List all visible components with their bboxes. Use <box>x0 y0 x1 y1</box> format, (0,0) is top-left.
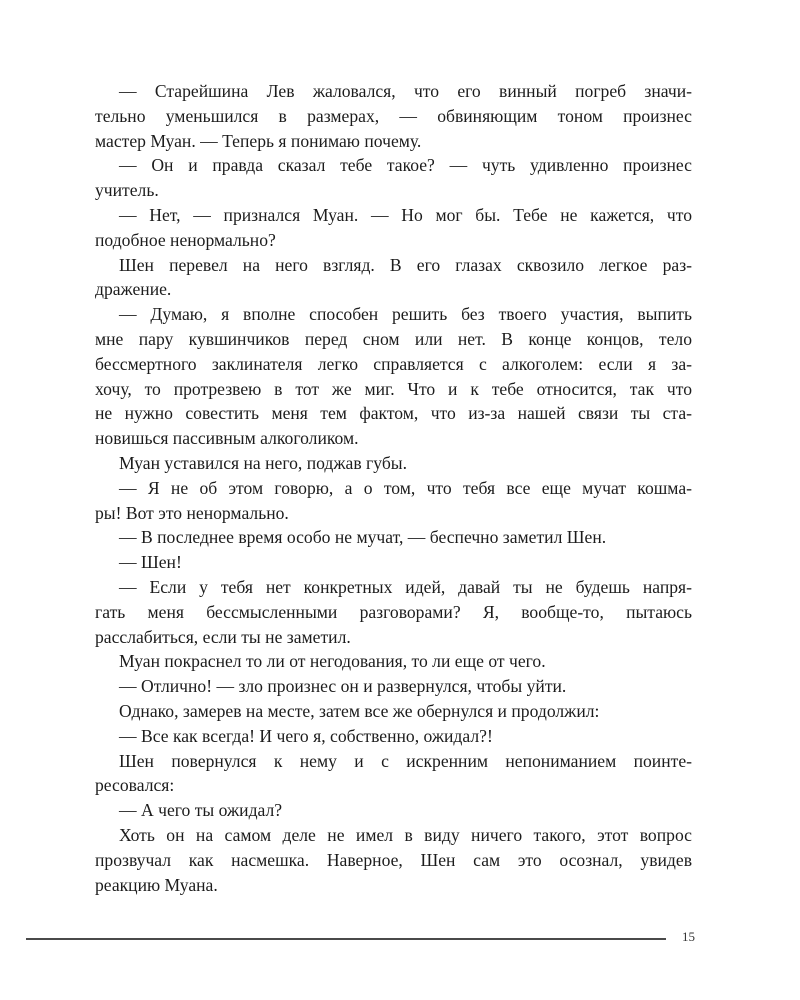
text-line: не нужно совестить меня тем фактом, что из-за нашей связи ты ста- <box>95 403 692 424</box>
text-line: Шен перевел на него взгляд. В его глазах сквозило легкое раз- <box>119 254 692 275</box>
text-line: учитель. <box>95 180 159 201</box>
text-line: — Я не об этом говорю, а о том, что тебя все еще мучат кошма- <box>119 477 692 498</box>
text-line: подобное ненормально? <box>95 229 276 250</box>
text-line: — Старейшина Лев жаловался, что его винный погреб значи- <box>119 81 692 101</box>
text-line: дражение. <box>95 279 172 300</box>
text-line: — Он и правда сказал тебе такое? — чуть удивленно произнес <box>119 155 692 176</box>
text-line: бессмертного заклинателя легко справляется с алкоголем: если я за- <box>95 353 692 374</box>
text-line: хочу, то протрезвею в тот же миг. Что и к тебе относится, так что <box>95 378 692 399</box>
text-line: реакцию Муана. <box>95 874 218 895</box>
text-line: — А чего ты ожидал? <box>119 800 283 821</box>
footer-rule <box>26 938 666 940</box>
text-line: расслабиться, если ты не заметил. <box>95 626 351 647</box>
body-text <box>95 79 692 897</box>
text-line: новишься пассивным алкоголиком. <box>95 428 359 449</box>
text-line: — Шен! <box>119 552 182 573</box>
text-line: — Все как всегда! И чего я, собственно, ожидал?! <box>119 725 493 746</box>
text-line: ры! Вот это ненормально. <box>95 502 289 523</box>
text-line: гать меня бессмысленными разговорами? Я, вообще-то, пытаюсь <box>95 601 692 622</box>
text-line: Хоть он на самом деле не имел в виду ничего такого, этот вопрос <box>119 824 692 845</box>
text-line: — В последнее время особо не мучат, — беспечно заметил Шен. <box>119 527 607 548</box>
text-line: Однако, замерев на месте, затем все же обернулся и продолжил: <box>119 700 600 721</box>
text-line: прозвучал как насмешка. Наверное, Шен сам это осознал, увидев <box>95 849 692 870</box>
text-line: Шен повернулся к нему и с искренним непониманием поинте- <box>119 750 692 771</box>
text-line: ресовался: <box>95 775 175 796</box>
text-line: — Отлично! — зло произнес он и развернулся, чтобы уйти. <box>119 676 567 697</box>
text-line: мастер Муан. — Теперь я понимаю почему. <box>95 130 422 151</box>
text-line: мне пару кувшинчиков перед сном или нет. В конце концов, тело <box>95 328 692 349</box>
text-line: Муан уставился на него, поджав губы. <box>119 452 408 473</box>
page-number: 15 <box>682 929 695 944</box>
text-line: — Думаю, я вполне способен решить без твоего участия, выпить <box>119 304 692 325</box>
text-line: — Нет, — признался Муан. — Но мог бы. Тебе не кажется, что <box>119 204 692 225</box>
text-line: — Если у тебя нет конкретных идей, давай ты не будешь напря- <box>119 576 692 597</box>
text-line: тельно уменьшился в размерах, — обвиняющим тоном произнес <box>95 105 692 126</box>
text-line: Муан покраснел то ли от негодования, то ли еще от чего. <box>119 651 546 672</box>
